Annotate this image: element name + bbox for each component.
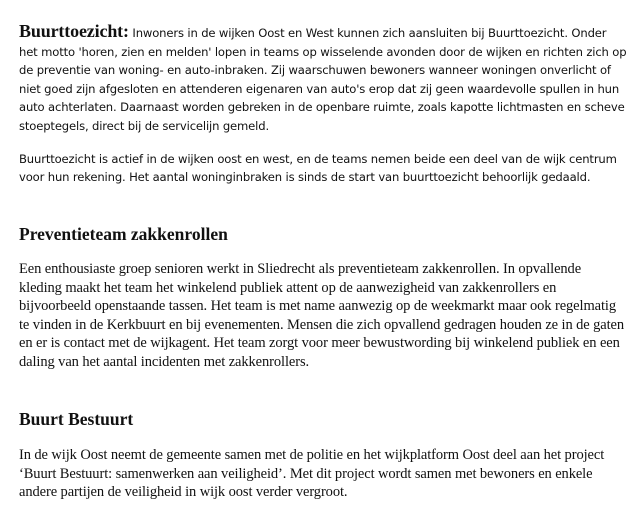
buurttoezicht-intro-paragraph [19,22,627,136]
buurt-bestuurt-paragraph: In de wijk Oost neemt de gemeente samen met de politie en het wijkplatform Oost deel aan het project ‘Buurt Bestuurt: samenwerken aan veiligheid’. Met dit project wordt samen met bewoners en enkele andere partijen de veiligheid in wijk oost verder vergroot. [19,447,605,501]
buurt-bestuurt-heading: Buurt Bestuurt [19,409,134,429]
buurttoezicht-paragraph-1: Inwoners in de wijken Oost en West kunnen zich aansluiten bij Buurttoezicht. Onder het motto 'horen, zien en melden' lopen in teams op wisselende avonden door de wijken en richten zich op de preventie van woning- en auto-inbraken. Zij waarschuwen bewoners wanneer woningen onverlicht of niet goed zijn afgesloten en attenderen eigenaren van auto's erop dat zij geen waardevolle spullen in hun auto achterlaten. Daarnaast worden gebreken in de openbare ruimte, zoals kapotte lichtmasten en scheve stoeptegels, direct bij de servicelijn gemeld. [19,26,627,133]
preventieteam-heading: Preventieteam zakkenrollen [19,224,228,244]
buurttoezicht-title: Buurttoezicht: [19,21,129,41]
buurttoezicht-paragraph-2: Buurttoezicht is actief in de wijken oost en west, en de teams nemen beide een deel van de wijk centrum voor hun rekening. Het aantal woninginbraken is sinds de start van buurttoezicht behoorlijk gedaald. [19,151,617,185]
buurttoezicht-section [19,22,627,187]
preventieteam-paragraph: Een enthousiaste groep senioren werkt in Sliedrecht als preventieteam zakkenrollen. In opvallende kleding maakt het team het winkelend publiek attent op de aanwezigheid van zakkenrollers en bijvoorbeeld openstaande tassen. Het team is met name aanwezig op de weekmarkt maar ook regelmatig te vinden in de Kerkbuurt en bij evenementen. Mensen die zich opvallend gedragen houden ze in de gaten en er is contact met de wijkagent. Het team zorgt voor meer bewustwording bij winkelend publiek en een daling van het aantal incidenten met zakkenrollers. [19,261,625,370]
